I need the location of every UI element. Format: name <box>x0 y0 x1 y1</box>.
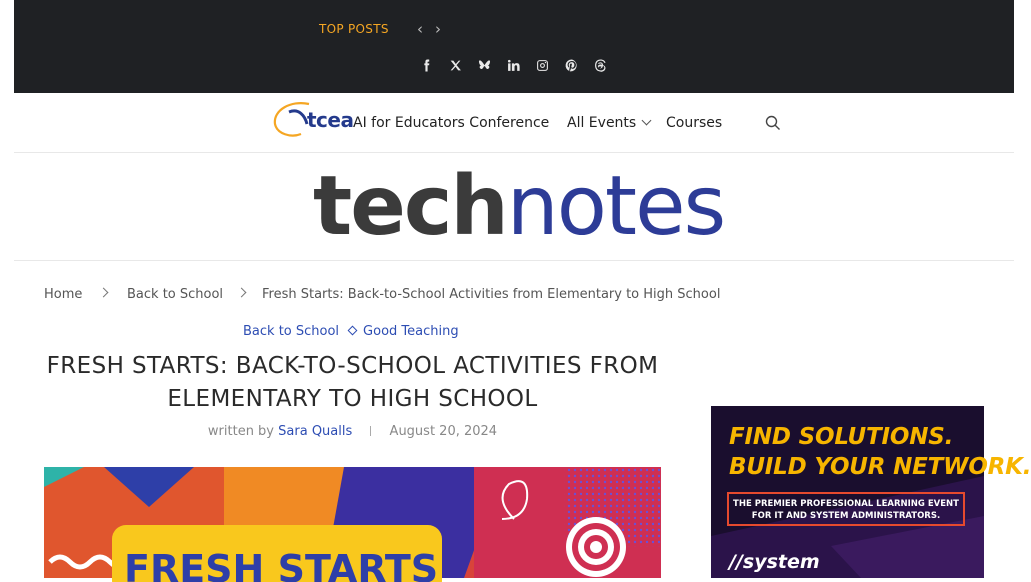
breadcrumb-back-to-school[interactable]: Back to School <box>127 287 224 302</box>
breadcrumb-home[interactable]: Home <box>44 287 83 302</box>
category-back-to-school[interactable]: Back to School <box>243 324 340 339</box>
social-links <box>418 54 609 76</box>
featured-image <box>44 467 661 582</box>
pinterest-icon[interactable] <box>563 57 580 74</box>
chevron-down-icon <box>642 116 652 126</box>
brand-part-notes: notes <box>506 159 725 254</box>
ad-tagline-2: FOR IT AND SYSTEM ADMINISTRATORS. <box>751 511 941 521</box>
nav-item-ai-conference[interactable]: AI for Educators Conference <box>353 115 550 131</box>
article-title: FRESH STARTS: BACK-TO-SCHOOL ACTIVITIES FROM ELEMENTARY TO HIGH SCHOOL <box>46 353 659 412</box>
facebook-icon[interactable] <box>418 57 435 74</box>
threads-icon[interactable] <box>592 57 609 74</box>
brand-part-tech: tech <box>313 159 507 254</box>
article-meta <box>44 424 661 439</box>
written-by-label: written by <box>207 424 275 439</box>
chevron-right-icon[interactable]: › <box>435 20 441 38</box>
main-navigation <box>14 93 1014 153</box>
article-date: August 20, 2024 <box>389 424 498 439</box>
search-icon[interactable] <box>765 115 781 131</box>
nav-item-all-events[interactable] <box>567 115 650 131</box>
ad-tagline-box <box>727 492 965 526</box>
article-categories <box>243 324 459 339</box>
featured-image-text: FRESH STARTS <box>124 547 439 582</box>
category-good-teaching[interactable]: Good Teaching <box>363 324 459 339</box>
top-posts-label: TOP POSTS <box>319 22 389 36</box>
ad-brand: //system <box>729 551 820 573</box>
x-icon[interactable] <box>447 57 464 74</box>
linkedin-icon[interactable] <box>505 57 522 74</box>
ad-headline-1: FIND SOLUTIONS. <box>729 424 954 450</box>
nav-item-courses[interactable]: Courses <box>666 115 723 131</box>
logo-text: tcea <box>307 108 354 132</box>
nav-item-all-events-label: All Events <box>567 115 637 131</box>
top-bar <box>14 0 1014 93</box>
chevron-left-icon[interactable]: ‹ <box>417 20 423 38</box>
technotes-logo[interactable] <box>313 159 724 255</box>
ad-tagline-1: THE PREMIER PROFESSIONAL LEARNING EVENT <box>733 499 959 509</box>
breadcrumb-current: Fresh Starts: Back-to-School Activities from Elementary to High School <box>262 287 721 302</box>
bluesky-icon[interactable] <box>476 57 493 74</box>
category-separator-icon <box>348 326 358 336</box>
sidebar-ad-banner[interactable] <box>711 406 1031 578</box>
meta-divider <box>370 426 371 436</box>
ad-headline-2: BUILD YOUR NETWORK. <box>729 454 1031 480</box>
author-link[interactable]: Sara Qualls <box>278 424 353 439</box>
instagram-icon[interactable] <box>534 57 551 74</box>
masthead <box>14 153 1014 261</box>
